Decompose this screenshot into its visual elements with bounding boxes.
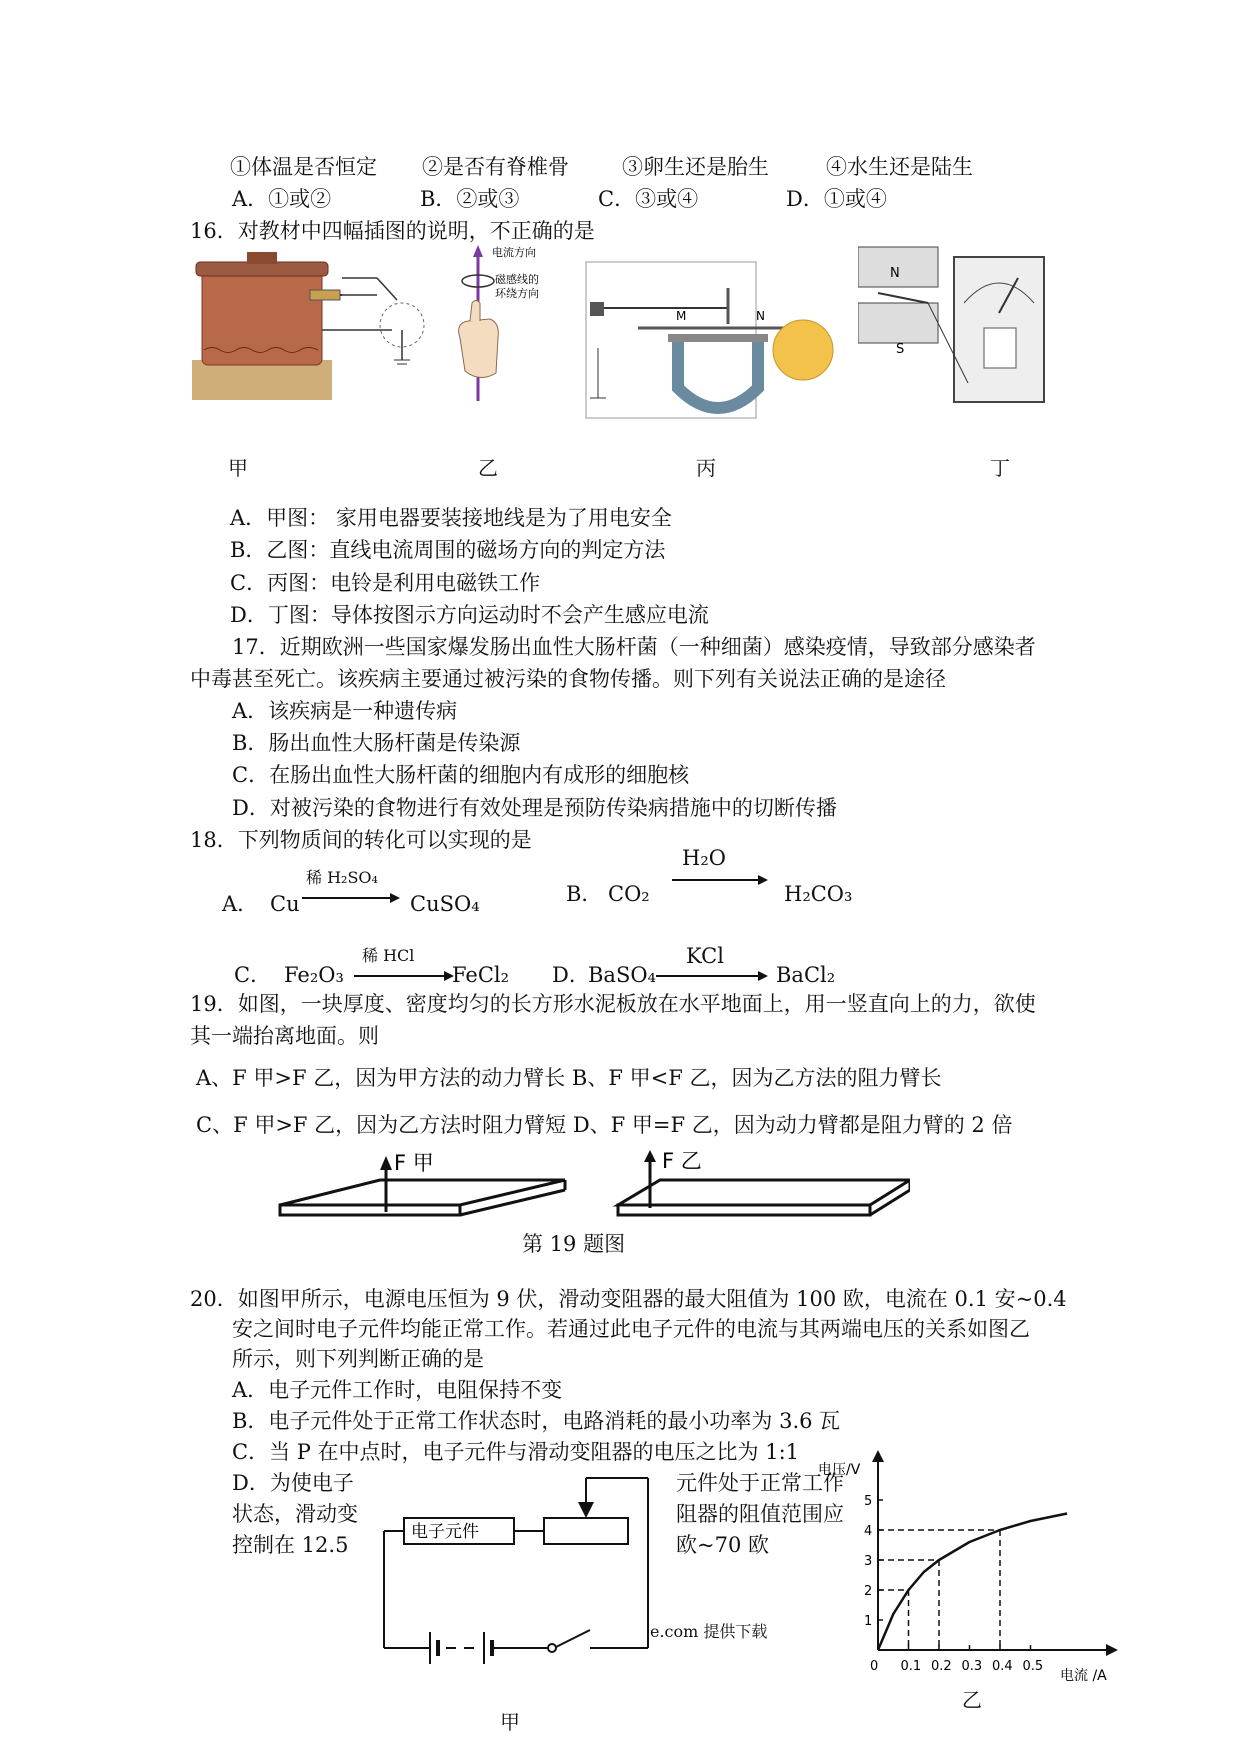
x-tick-label: 0 (870, 1659, 879, 1674)
q18-b-from: CO₂ (608, 882, 650, 906)
q20-choice-c: C．当 P 在中点时，电子元件与滑动变阻器的电压之比为 1:1 (232, 1440, 800, 1464)
force-jia-label: F 甲 (394, 1151, 434, 1175)
q18-b-letter: B． (566, 882, 603, 906)
fig-label-bing: 丙 (696, 456, 716, 480)
q16-choice-d: D．丁图：导体按图示方向运动时不会产生感应电流 (230, 603, 709, 627)
figure-jia-grounded-pot (192, 250, 432, 400)
q18-d-reagent: KCl (686, 944, 724, 968)
label-current-direction: 电流方向 (492, 246, 536, 259)
q20-choice-d-r2: 阻器的阻值范围应 (676, 1502, 844, 1526)
x-tick-label: 0.3 (961, 1659, 983, 1674)
q18-a-arrow (302, 892, 402, 904)
q20-stem-3: 所示，则下列判断正确的是 (232, 1347, 484, 1371)
q17-stem-1: 17．近期欧洲一些国家爆发肠出血性大肠杆菌（一种细菌）感染疫情，导致部分感染者 (232, 635, 1036, 659)
q15-choice-a: A．①或② (232, 187, 332, 211)
q20-circuit-jia (376, 1470, 652, 1680)
electronic-component-label: 电子元件 (411, 1522, 479, 1542)
q18-b-reagent: H₂O (682, 846, 726, 870)
figure-yi-right-hand-rule (440, 243, 570, 403)
x-tick-label: 0.2 (931, 1659, 952, 1674)
q18-a-to: CuSO₄ (410, 892, 480, 916)
q17-choice-a: A．该疾病是一种遗传病 (232, 699, 458, 723)
x-tick-label: 0.1 (900, 1659, 922, 1674)
q15-option-1: ①体温是否恒定 (230, 155, 377, 179)
q20-choice-d-l2: 状态，滑动变 (232, 1502, 358, 1526)
q20-choice-a: A．电子元件工作时，电阻保持不变 (232, 1378, 563, 1402)
q15-choice-b: B．②或③ (420, 187, 520, 211)
q20-choice-d-l1: D．为使电子 (232, 1471, 354, 1495)
label-n: N (756, 309, 765, 323)
q18-d-arrow (656, 970, 770, 982)
q18-stem: 18．下列物质间的转化可以实现的是 (190, 828, 532, 852)
q15-choice-d: D．①或④ (786, 187, 887, 211)
graph-x-axis-label: 电流 /A (1060, 1668, 1107, 1684)
q19-stem-2: 其一端抬离地面。则 (190, 1024, 379, 1048)
q18-d-from: BaSO₄ (588, 963, 656, 987)
q19-choice-cd: C、F 甲>F 乙，因为乙方法时阻力臂短 D、F 甲=F 乙，因为动力臂都是阻力臂的 2 倍 (196, 1113, 1013, 1137)
graph-caption-yi: 乙 (962, 1688, 982, 1712)
q15-option-3: ③卵生还是胎生 (622, 155, 769, 179)
q18-c-letter: C． (234, 963, 272, 987)
q18-a-from: Cu (270, 892, 300, 916)
q20-choice-b: B．电子元件处于正常工作状态时，电路消耗的最小功率为 3.6 瓦 (232, 1409, 841, 1433)
figure-bing-electric-bell (578, 258, 838, 424)
q19-stem-1: 19．如图，一块厚度、密度均匀的长方形水泥板放在水平地面上，用一竖直向上的力，欲使 (190, 992, 1036, 1016)
y-tick-label: 1 (864, 1614, 873, 1629)
q17-choice-c: C．在肠出血性大肠杆菌的细胞内有成形的细胞核 (232, 763, 690, 787)
q20-stem-2: 安之间时电子元件均能正常工作。若通过此电子元件的电流与其两端电压的关系如图乙 (232, 1317, 1030, 1341)
q16-choice-b: B．乙图：直线电流周围的磁场方向的判定方法 (230, 538, 666, 562)
y-tick-label: 5 (864, 1494, 873, 1509)
label-magnet-s: S (896, 342, 905, 357)
q19-figure-slabs (270, 1150, 910, 1226)
y-tick-label: 3 (864, 1554, 873, 1569)
label-field-direction-1: 磁感线的 (495, 273, 539, 286)
q18-a-reagent: 稀 H₂SO₄ (306, 868, 378, 887)
q15-option-2: ②是否有脊椎骨 (422, 155, 569, 179)
q18-a-letter: A． (222, 892, 259, 916)
q18-b-arrow (672, 874, 772, 886)
q20-choice-d-l3: 控制在 12.5 (232, 1533, 349, 1557)
q18-b-to: H₂CO₃ (784, 882, 853, 906)
q16-stem: 16．对教材中四幅插图的说明，不正确的是 (190, 219, 595, 243)
q20-graph-yi (810, 1450, 1120, 1690)
q15-option-4: ④水生还是陆生 (826, 155, 973, 179)
q16-choice-a: A．甲图： 家用电器要装接地线是为了用电安全 (230, 506, 672, 530)
figure-ding-induction (858, 243, 1058, 409)
q18-d-to: BaCl₂ (776, 963, 836, 987)
fig-label-jia: 甲 (228, 456, 248, 480)
q18-c-arrow (354, 970, 456, 982)
x-tick-label: 0.4 (992, 1659, 1013, 1674)
circuit-caption-jia: 甲 (500, 1710, 520, 1734)
q17-choice-b: B．肠出血性大肠杆菌是传染源 (232, 731, 521, 755)
q18-d-letter: D． (552, 963, 590, 987)
q18-c-from: Fe₂O₃ (284, 963, 344, 987)
q15-choice-c: C．③或④ (598, 187, 699, 211)
q18-c-to: FeCl₂ (452, 963, 510, 987)
q20-choice-d-r3: 欧~70 欧 (676, 1533, 769, 1557)
x-tick-label: 0.5 (1022, 1659, 1044, 1674)
q19-caption: 第 19 题图 (522, 1232, 626, 1256)
q17-stem-2: 中毒甚至死亡。该疾病主要通过被污染的食物传播。则下列有关说法正确的是途径 (190, 667, 946, 691)
graph-y-axis-label: 电压/V (818, 1462, 861, 1478)
fig-label-ding: 丁 (990, 456, 1010, 480)
q20-stem-1: 20．如图甲所示，电源电压恒为 9 伏，滑动变阻器的最大阻值为 100 欧，电流在 0.1 安~0.4 (190, 1287, 1067, 1311)
q17-choice-d: D．对被污染的食物进行有效处理是预防传染病措施中的切断传播 (232, 796, 837, 820)
label-m: M (676, 309, 687, 323)
q16-choice-c: C．丙图：电铃是利用电磁铁工作 (230, 571, 541, 595)
label-magnet-n: N (890, 266, 900, 281)
voltage-current-curve (878, 1514, 1067, 1651)
q20-choice-d-r1: 元件处于正常工作 (676, 1471, 844, 1495)
force-yi-label: F 乙 (662, 1150, 702, 1173)
q19-choice-ab: A、F 甲>F 乙，因为甲方法的动力臂长 B、F 甲<F 乙，因为乙方法的阻力臂长 (196, 1066, 942, 1090)
q18-c-reagent: 稀 HCl (362, 946, 415, 965)
watermark-text: e.com 提供下载 (650, 1622, 768, 1641)
label-field-direction-2: 环绕方向 (495, 287, 539, 300)
fig-label-yi: 乙 (478, 456, 498, 480)
y-tick-label: 4 (864, 1524, 873, 1539)
y-tick-label: 2 (864, 1584, 873, 1599)
